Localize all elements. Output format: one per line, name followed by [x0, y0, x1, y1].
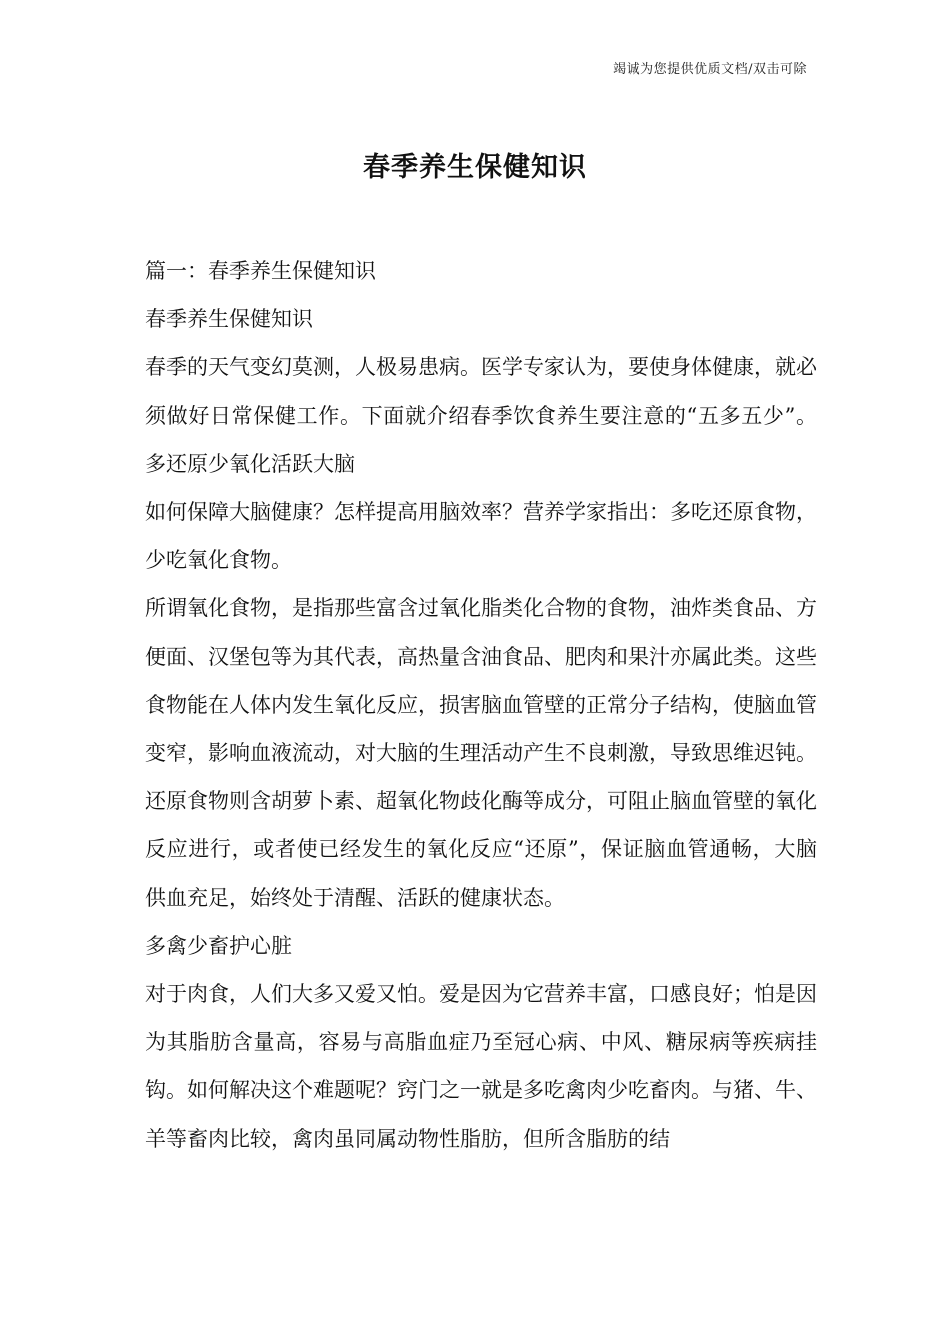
paragraph-meat: 对于肉食，人们大多又爱又怕。爱是因为它营养丰富，口感良好；怕是因为其脂肪含量高，容易与高脂血症乃至冠心病、中风、糖尿病等疾病挂钩。如何解决这个难题呢？窍门之一就是多吃禽肉少吃畜肉。与猪、牛、羊等畜肉比较，禽肉虽同属动物性脂肪，但所含脂肪的结: [145, 982, 817, 1151]
document-title: 春季养生保健知识: [363, 152, 587, 183]
paragraph-brain-health: 如何保障大脑健康？怎样提高用脑效率？营养学家指出：多吃还原食物，少吃氧化食物。: [145, 500, 817, 573]
paragraph-oxidized-food: 所谓氧化食物，是指那些富含过氧化脂类化合物的食物，油炸类食品、方便面、汉堡包等为其代表，高热量含油食品、肥肉和果汁亦属此类。这些食物能在人体内发生氧化反应，损害脑血管壁的正常分子结构，使脑血管变窄，影响血液流动，对大脑的生理活动产生不良刺激，导致思维迟钝。还原食物则含胡萝卜素、超氧化物歧化酶等成分，可阻止脑血管壁的氧化反应进行，或者使已经发生的氧化反应“还原”，保证脑血管通畅，大脑供血充足，始终处于清醒、活跃的健康状态。: [145, 596, 817, 910]
header-note: 竭诚为您提供优质文档/双击可除: [613, 62, 807, 77]
section-heading-heart: 多禽少畜护心脏: [145, 933, 292, 958]
paragraph-intro: 春季的天气变幻莫测，人极易患病。医学专家认为，要使身体健康，就必须做好日常保健工作。下面就介绍春季饮食养生要注意的“五多五少”。多还原少氧化活跃大脑: [145, 355, 817, 476]
document-body: [145, 247, 817, 1163]
section-subtitle: 春季养生保健知识: [145, 307, 313, 332]
chapter-heading: 篇一：春季养生保健知识: [145, 259, 376, 283]
